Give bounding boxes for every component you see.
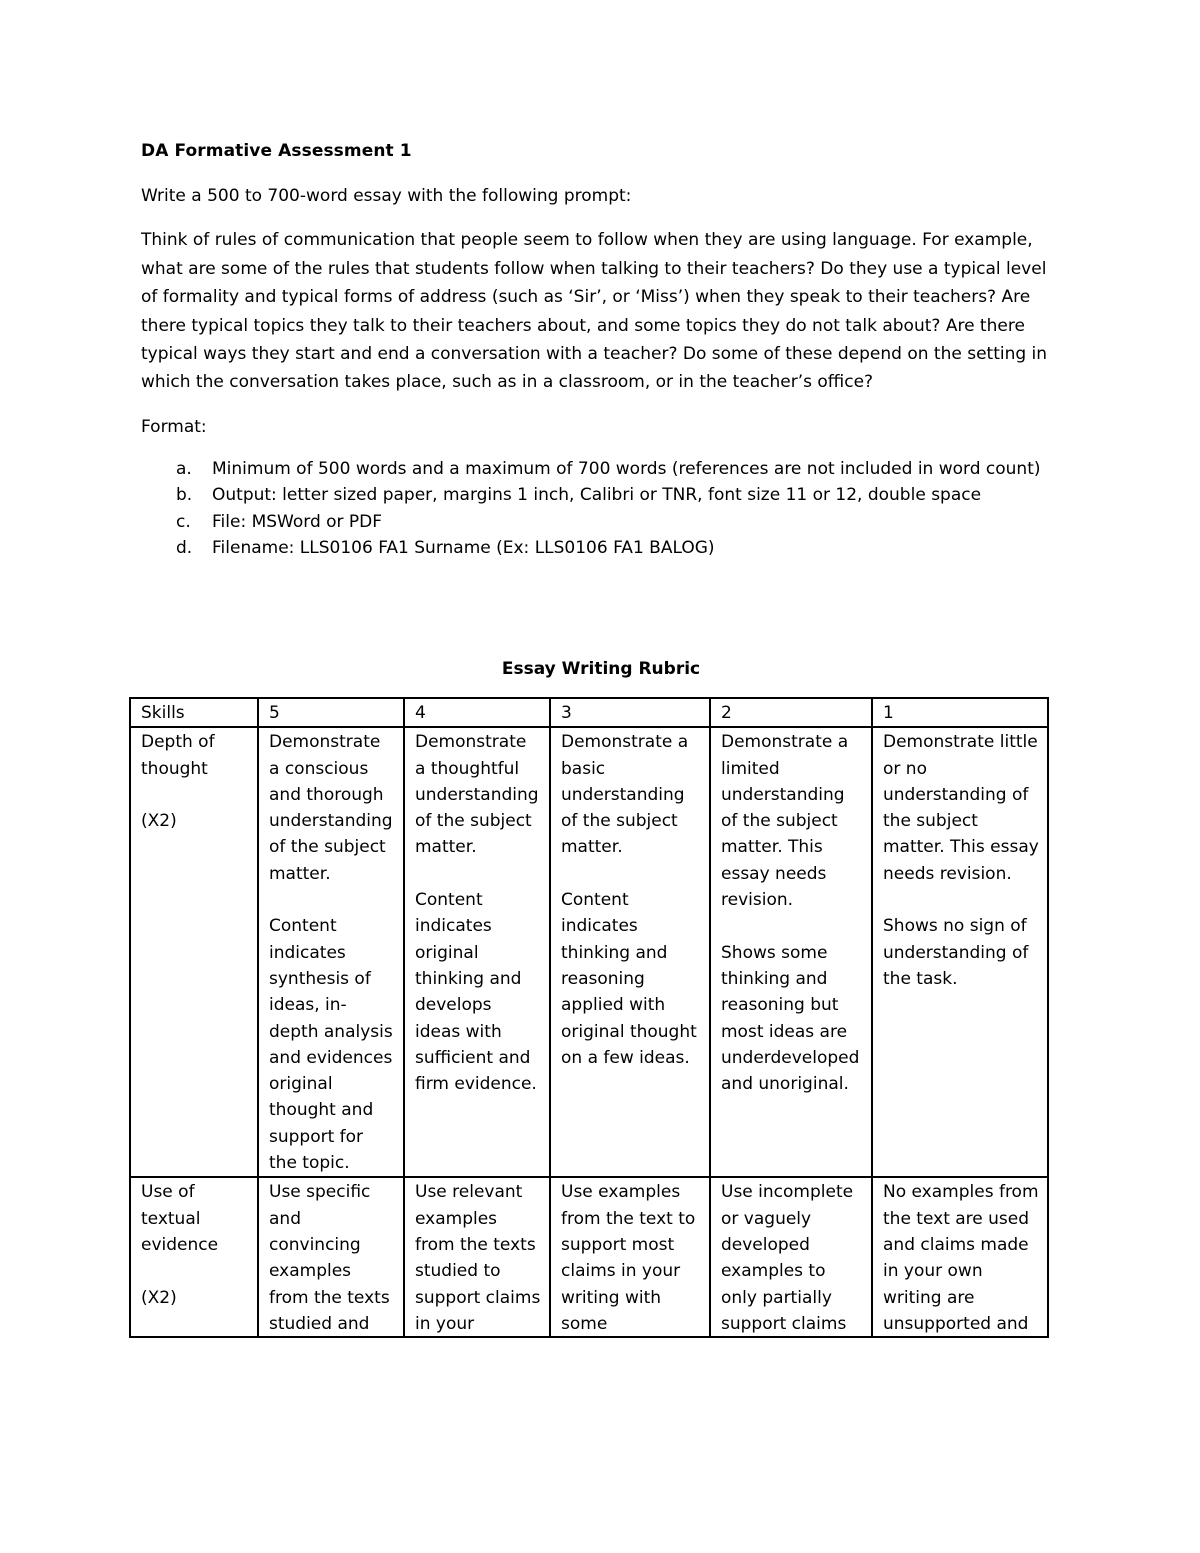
document-page (141, 138, 1061, 1334)
column-header: Skills (130, 698, 258, 727)
table-cell (872, 1177, 1048, 1337)
list-marker: b. (176, 485, 193, 506)
table-cell (550, 1177, 710, 1337)
document-title: DA Formative Assessment 1 (141, 141, 412, 161)
skill-cell (130, 1177, 258, 1337)
table-cell (710, 1177, 872, 1337)
cell-text: Demonstrate a limited understanding of the subject matter. This essay needs revision. Shows some thinking and reasoning but most ideas are underdeveloped and unoriginal. (721, 732, 860, 1095)
column-header: 2 (710, 698, 872, 727)
table-cell (258, 727, 404, 1177)
column-header: 5 (258, 698, 404, 727)
format-label: Format: (141, 416, 207, 437)
cell-text: Depth of thought (X2) (141, 732, 215, 832)
cell-text: Demonstrate a conscious and thorough understanding of the subject matter. Content indicates synthesis of ideas, in-depth analysis and evidences original thought and support for the topic. (269, 732, 393, 1174)
cell-text: Use examples from the text to support most claims in your writing with some (561, 1182, 696, 1334)
table-cell (550, 727, 710, 1177)
table-cell (258, 1177, 404, 1337)
list-item (141, 482, 1061, 508)
cell-text: Demonstrate little or no understanding of the subject matter. This essay needs revision. Shows no sign of understanding of the task. (883, 732, 1039, 989)
cell-text: Use relevant examples from the texts studied to support claims in your (415, 1182, 541, 1334)
format-list (141, 456, 1061, 562)
list-item-text: File: MSWord or PDF (212, 511, 383, 532)
cell-text: Demonstrate a basic understanding of the subject matter. Content indicates thinking and reasoning applied with original thought on a few ideas. (561, 732, 697, 1068)
table-header-row (130, 698, 1048, 727)
list-item-text: Minimum of 500 words and a maximum of 700 words (references are not included in word count) (212, 458, 1041, 479)
cell-text: Use specific and convincing examples from the texts studied and (269, 1182, 390, 1334)
list-item (141, 456, 1061, 482)
table-row (130, 727, 1048, 1177)
skill-cell (130, 727, 258, 1177)
column-header: 1 (872, 698, 1048, 727)
list-marker: d. (176, 538, 193, 559)
list-item (141, 535, 1061, 561)
list-item-text: Output: letter sized paper, margins 1 inch, Calibri or TNR, font size 11 or 12, double space (212, 485, 982, 506)
essay-instruction: Write a 500 to 700-word essay with the following prompt: (141, 186, 632, 206)
list-marker: c. (176, 511, 191, 532)
table-cell (710, 727, 872, 1177)
list-marker: a. (176, 458, 192, 479)
essay-prompt: Think of rules of communication that people seem to follow when they are using language. For example, what are some of the rules that students follow when talking to their teachers? Do they use a typical level of formality and typical forms of address (such as ‘Sir’, or ‘Miss’) when they speak to their teachers? Are there typical topics they talk to their teachers about, and some topics they do not talk about? Are there typical ways they start and end a conversation with a teacher? Do some of these depend on the setting in which the conversation takes place, such as in a classroom, or in the teacher’s office? (141, 230, 1048, 393)
list-item (141, 509, 1061, 535)
column-header: 3 (550, 698, 710, 727)
column-header: 4 (404, 698, 550, 727)
cell-text: Use of textual evidence (X2) (141, 1182, 219, 1308)
table-cell (872, 727, 1048, 1177)
rubric-title: Essay Writing Rubric (501, 659, 701, 679)
cell-text: Use incomplete or vaguely developed examples to only partially support claims (721, 1182, 854, 1334)
list-item-text: Filename: LLS0106 FA1 Surname (Ex: LLS0106 FA1 BALOG) (212, 538, 715, 559)
table-cell (404, 727, 550, 1177)
table-cell (404, 1177, 550, 1337)
rubric-table (129, 697, 1049, 1338)
table-row (130, 1177, 1048, 1337)
cell-text: Demonstrate a thoughtful understanding of the subject matter. Content indicates original thinking and develops ideas with sufficient and firm evidence. (415, 732, 539, 1095)
cell-text: No examples from the text are used and claims made in your own writing are unsupported and (883, 1182, 1039, 1334)
